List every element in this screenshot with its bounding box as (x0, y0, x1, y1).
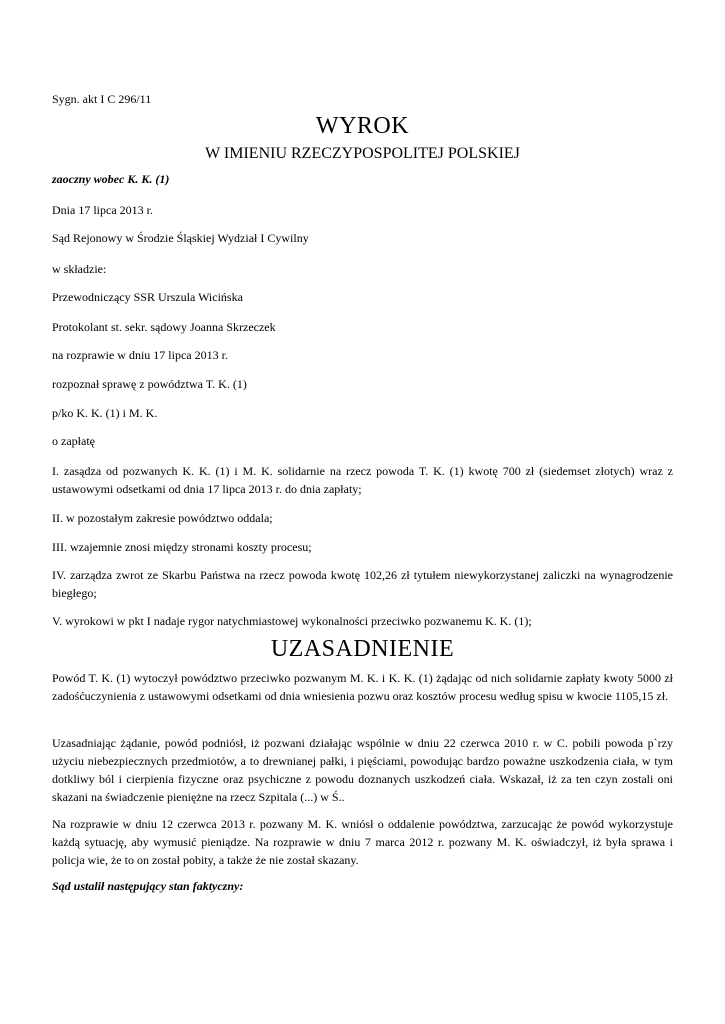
justification-paragraph-3: Na rozprawie w dniu 12 czerwca 2013 r. pozwany M. K. wniósł o oddalenie powództwa, zarzucając że powód wykorzystuje każdą sytuację, aby wymusić pieniądze. Na rozprawie w dniu 7 marca 2012 r. pozwany M. K. oświadczył, iż była sprawa i policja wie, że to on został pobity, a także że nie został skazany. (52, 817, 673, 867)
presiding-judge: Przewodniczący SSR Urszula Wicińska (52, 290, 243, 304)
default-judgment-note: zaoczny wobec K. K. (1) (52, 172, 170, 186)
justification-paragraph-1: Powód T. K. (1) wytoczył powództwo przeciwko pozwanym M. K. i K. K. (1) żądając od nich solidarnie zapłaty kwoty 5000 zł zadośćuczynienia z ustawowymi odsetkami od dnia wniesienia pozwu oraz kosztów procesu według spisu w kwocie 1105,15 zł. (52, 671, 673, 703)
ruling-point-5: V. wyrokowi w pkt I nadaje rygor natychmiastowej wykonalności przeciwko pozwanemu K. K. (1); (52, 614, 532, 628)
justification-heading: UZASADNIENIE (270, 636, 455, 662)
document-title: WYROK (315, 113, 410, 139)
court-name: Sąd Rejonowy w Środzie Śląskiej Wydział I Cywilny (52, 231, 309, 245)
document-subtitle: W IMIENIU RZECZYPOSPOLITEJ POLSKIEJ (205, 145, 520, 162)
ruling-point-3: III. wzajemnie znosi między stronami koszty procesu; (52, 540, 312, 554)
judgment-date: Dnia 17 lipca 2013 r. (52, 203, 153, 217)
court-clerk: Protokolant st. sekr. sądowy Joanna Skrzeczek (52, 320, 276, 334)
ruling-point-4: IV. zarządza zwrot ze Skarbu Państwa na rzecz powoda kwotę 102,26 zł tytułem niewykorzystanej zaliczki na wynagrodzenie biegłego; (52, 568, 673, 600)
justification-paragraph-2: Uzasadniając żądanie, powód podniósł, iż pozwani działając wspólnie w dniu 22 czerwca 2010 r. w C. pobili powoda p`rzy użyciu niebezpiecznych przedmiotów, a to drewnianej pałki, i pięściami, powodując bardzo poważne uszkodzenia ciała, w tym dotkliwy ból i cierpienia fizyczne oraz psychiczne z powodu doznanych uszkodzeń ciała. Wskazał, iż za ten czyn zostali oni skazani na świadczenie pieniężne na rzecz Szpitala (...) w Ś.. (52, 736, 673, 804)
case-subject: o zapłatę (52, 434, 95, 448)
case-defendants: p/ko K. K. (1) i M. K. (52, 406, 158, 420)
facts-heading: Sąd ustalił następujący stan faktyczny: (52, 879, 244, 893)
ruling-point-1: I. zasądza od pozwanych K. K. (1) i M. K. solidarnie na rzecz powoda T. K. (1) kwotę 700 zł (siedemset złotych) wraz z ustawowymi odsetkami od dnia 17 lipca 2013 r. do dnia zapłaty; (52, 464, 673, 496)
hearing-date: na rozprawie w dniu 17 lipca 2013 r. (52, 348, 228, 362)
case-signature: Sygn. akt I C 296/11 (52, 92, 152, 106)
ruling-point-2: II. w pozostałym zakresie powództwo oddala; (52, 511, 273, 525)
case-plaintiff: rozpoznał sprawę z powództwa T. K. (1) (52, 377, 247, 391)
composition-label: w składzie: (52, 262, 107, 276)
